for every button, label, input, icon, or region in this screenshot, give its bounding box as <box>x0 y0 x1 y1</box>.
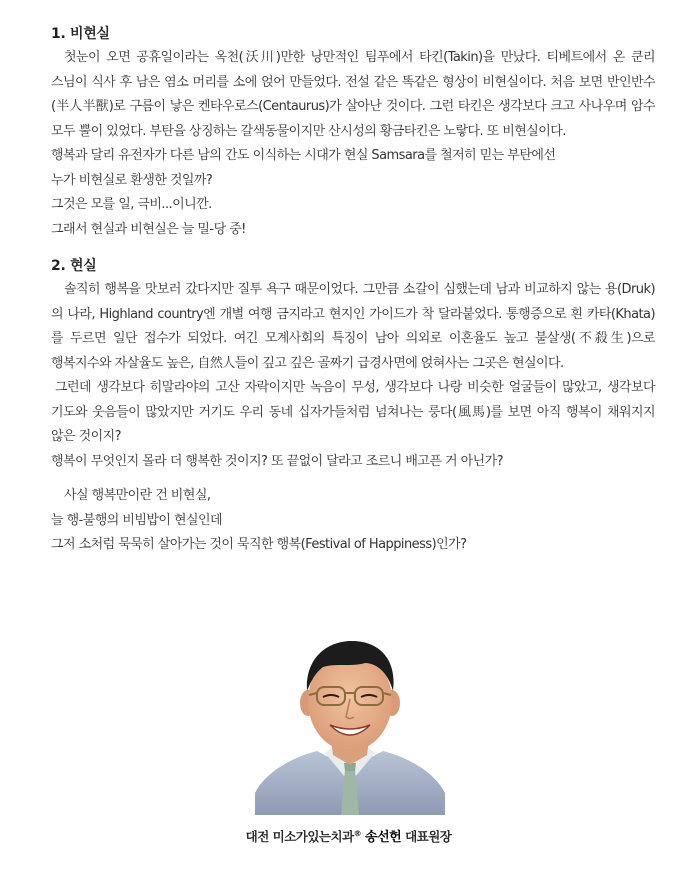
section-2-paragraph: 솔직히 행복을 맛보러 갔다지만 질투 욕구 때문이었다. 그만큼 소갈이 심했는데 남과 비교하지 않는 용(Druk)의 나라, Highland country엔 개별 여행 금지라고 현지인 가이드가 착 달라붙었다. 통행증으로 흰 카타(Khata)를 두르면 일단 접수가 되었다. 여긴 모계사회의 특징이 남아 의외로 이혼율도 높고 불살생(不殺生)으로 행복지수와 자살율도 높은, 自然人들이 깊고 깊은 골짜기 급경사면에 얹혀사는 그곳은 현실이다. <box>51 282 655 371</box>
author-name: 송선헌 <box>365 830 402 845</box>
section-1-line: 누가 비현실로 환생한 것일까? <box>51 172 213 188</box>
section-1-line: 그래서 현실과 비현실은 늘 밀-당 중! <box>51 221 246 237</box>
author-portrait <box>255 633 445 815</box>
author-caption <box>0 826 697 845</box>
closing-line: 사실 행복만이란 건 비현실, <box>64 488 211 503</box>
section-2-title: 2. 현실 <box>51 258 97 274</box>
section-1-line: 그것은 모를 일, 극비...이니깐. <box>51 197 212 212</box>
section-1-paragraph: 첫눈이 오면 공휴일이라는 옥천(沃川)만한 낭만적인 팀푸에서 타킨(Takin)을 만났다. 티베트에서 온 쿤리 스님이 식사 후 남은 염소 머리를 소에 얹어 만들었다. 전설 같은 똑같은 형상이 비현실이다. 처음 보면 반인반수(半人半獸)로 구름이 낳은 켄타우로스(Centaurus)가 살아난 것이다. 그런 타킨은 생각보다 크고 사나우며 암수 모두 뿔이 있었다. 부탄을 상징하는 갈색동물이지만 산시성의 황금타킨은 노랗다. 또 비현실이다. <box>51 50 655 139</box>
closing-line: 늘 행-불행의 비빔밥이 현실인데 <box>51 512 222 528</box>
section-2-line: 행복이 무엇인지 몰라 더 행복한 것이지? 또 끝없이 달라고 조르니 배고픈 거 아닌가? <box>51 453 503 469</box>
section-2-paragraph: 그런데 생각보다 히말라야의 고산 자락이지만 녹음이 무성, 생각보다 나랑 비슷한 얼굴들이 많았고, 생각보다 기도와 웃음들이 많았지만 거기도 우리 동네 십자가들처럼 넘쳐나는 룽다(風馬)를 보면 아직 행복이 채워지지 않은 것이지? <box>51 380 655 444</box>
clinic-name: 대전 미소가있는치과 <box>245 829 354 844</box>
article-body <box>51 22 655 558</box>
registered-mark: ® <box>353 828 362 838</box>
section-1-title: 1. 비현실 <box>51 26 110 42</box>
author-role: 대표원장 <box>405 829 452 844</box>
section-1-line: 행복과 달리 유전자가 다른 남의 간도 이식하는 시대가 현실 Samsara를 철저히 믿는 부탄에선 <box>51 148 556 163</box>
closing-line: 그저 소처럼 묵묵히 살아가는 것이 묵직한 행복(Festival of Happiness)인가? <box>51 537 467 552</box>
